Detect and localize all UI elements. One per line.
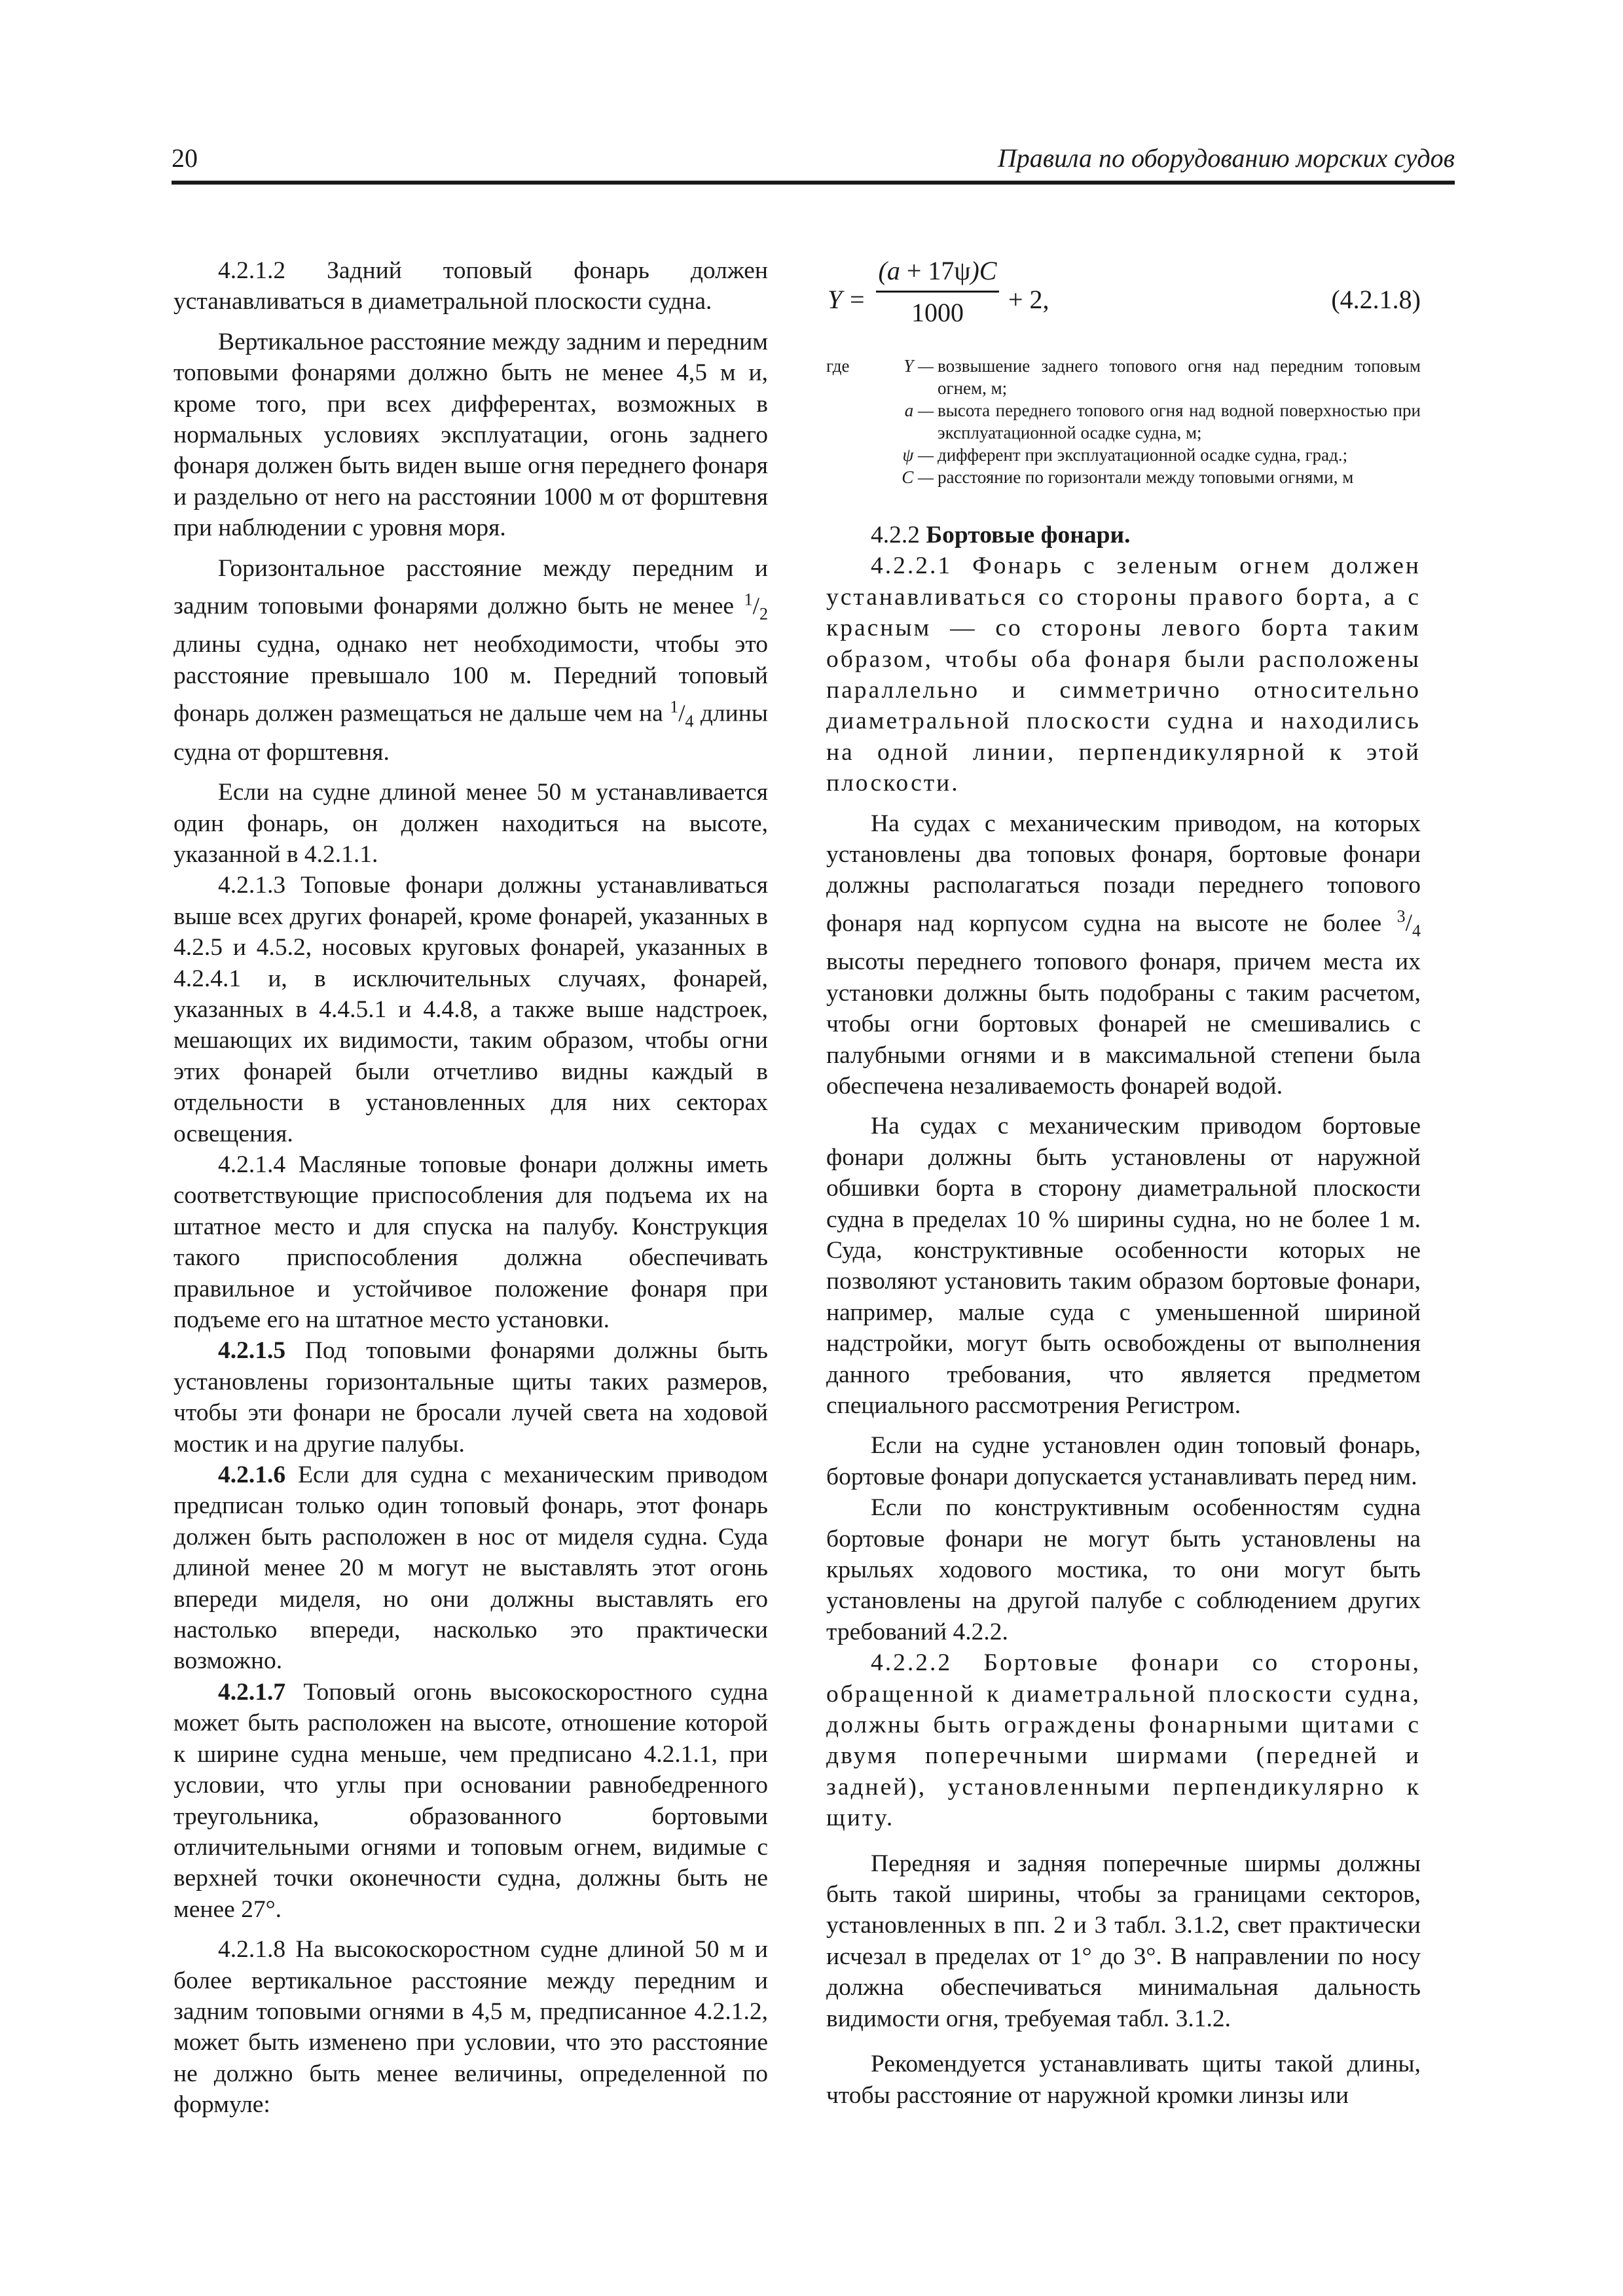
legend-symbol: ψ — — [902, 445, 934, 465]
fraction-one-quarter: $^1/_4$ — [670, 697, 694, 731]
text-part: Горизонтальное расстояние между передним и задним топовыми фонарями должно быть не менее — [173, 554, 768, 620]
formula-number: (4.2.1.8) — [1331, 285, 1421, 314]
legend-text: расстояние по горизонтали между топовыми огнями, м — [938, 467, 1354, 487]
section-title: Бортовые фонари. — [926, 522, 1131, 548]
paragraph-4-2-1-5 — [173, 1335, 768, 1460]
legend-symbol: Y — — [903, 356, 934, 376]
paragraph-single-masthead: Если на судне установлен один топовый фонарь, бортовые фонари допускается устанавливать перед ним. — [826, 1432, 1421, 1490]
clause-number: 4.2.1.6 — [218, 1462, 286, 1489]
section-heading-4-2-2 — [826, 520, 1421, 550]
paragraph-4-2-1-2: 4.2.1.2 Задний топовый фонарь должен устанавливаться в диаметральной плоскости судна. — [173, 257, 768, 315]
right-column — [826, 255, 1421, 2111]
paragraph-4-2-1-8: 4.2.1.8 На высокоскоростном судне длиной 50 м и более вертикальное расстояние между передним и задним топовыми огнями в 4,5 м, предписанное 4.2.1.2, может быть изменено при условии, что это расстояние не должно быть менее величины, определенной по формуле: — [173, 1936, 768, 2119]
paragraph-screens-length: Рекомендуется устанавливать щиты такой длины, чтобы расстояние от наружной кромки линзы или — [826, 2051, 1421, 2109]
paragraph-bridge-wings: Если по конструктивным особенностям судна бортовые фонари не могут быть установлены на крыльях ходового мостика, то они могут быть установлены на другой палубе с соблюдением других требований 4.2.2. — [826, 1494, 1421, 1645]
legend-label: где — [826, 356, 850, 376]
formula-plus-term: + 2, — [1008, 285, 1049, 314]
legend-text: возвышение заднего топового огня над передним топовым огнем, м; — [938, 356, 1421, 398]
paragraph-4-2-1-4: 4.2.1.4 Масляные топовые фонари должны иметь соответствующие приспособления для подъема их на штатное место и для спуска на палубу. Конструкция такого приспособления должна обеспечивать правильное и устойчивое положение фонаря при подъеме его на штатное место установки. — [173, 1151, 768, 1333]
paragraph-vertical-distance: Вертикальное расстояние между задним и передним топовыми фонарями должно быть не менее 4,5 м и, кроме того, при всех дифферентах, возможных в нормальных условиях эксплуатации, огонь заднего фонаря должен быть виден выше огня переднего фонаря и раздельно от него на расстоянии 1000 м от форштевня при наблюдении с уровня моря. — [173, 328, 768, 542]
page-header — [172, 135, 1455, 185]
clause-number: 4.2.1.5 — [218, 1337, 286, 1365]
paragraph-horizontal-distance — [173, 553, 768, 768]
fraction-bar — [876, 291, 999, 293]
section-number: 4.2.2 — [871, 522, 920, 548]
paragraph-side-lights-position — [826, 808, 1421, 1102]
legend-symbol: C — — [902, 467, 934, 487]
formula-lhs: Y — [828, 285, 843, 314]
fraction-three-quarters: $^3/_4$ — [1396, 906, 1421, 941]
formula-legend — [826, 355, 1421, 507]
running-title: Правила по оборудованию морских судов — [997, 143, 1455, 173]
formula-equals: = — [850, 285, 865, 314]
formula-4-2-1-8 — [826, 250, 1421, 355]
legend-text: высота переднего топового огня над водной поверхностью при эксплуатационной осадке судна, м; — [938, 401, 1421, 442]
clause-text: Под топовыми фонарями должны быть установлены горизонтальные щиты таких размеров, чтобы эти фонари не бросали лучей света на ходовой мостик и на другие палубы. — [173, 1337, 768, 1458]
formula-numerator: (a + 17ψ)C — [878, 256, 997, 285]
clause-text: Если для судна с механическим приводом предписан только один топовый фонарь, этот фонарь должен быть расположен в нос от миделя судна. Суда длиной менее 20 м могут не выставлять этот огонь впереди миделя, но они должны выставлять его настолько впереди, насколько это практически возможно. — [173, 1462, 768, 1675]
clause-text: Топовый огонь высокоскоростного судна может быть расположен на высоте, отношение которой к ширине судна меньше, чем предписано 4.2.1.1, при условии, что углы при основании равнобедренного треугольника, образованного бортовыми отличительными огнями и топовым огнем, видимые с верхней точки оконечности судна, должны быть не менее 27°. — [173, 1678, 768, 1923]
text-part: длины судна, однако нет необходимости, чтобы это расстояние превышало 100 м. Передний топовый фонарь должен размещаться не дальше чем на — [173, 631, 768, 727]
paragraph-4-2-1-6 — [173, 1460, 768, 1677]
formula-denominator: 1000 — [911, 298, 964, 327]
paragraph-side-lights-width: На судах с механическим приводом бортовые фонари должны быть установлены от наружной обшивки борта в сторону диаметральной плоскости судна в пределах 10 % ширины судна, но не более 1 м. Суда, конструктивные особенности которых не позволяют установить таким образом бортовые фонари, например, малые суда с уменьшенной шириной надстройки, могут быть освобождены от выполнения данного требования, что является предметом специального рассмотрения Регистром. — [826, 1113, 1421, 1419]
text-part: длины судна от форштевня. — [173, 700, 768, 766]
paragraph-4-2-2-2: 4.2.2.2 Бортовые фонари со стороны, обращенной к диаметральной плоскости судна, должны быть ограждены фонарными щитами с двумя поперечными ширмами (передней и задней), установленными перпендикулярно к щиту. — [826, 1649, 1421, 1832]
paragraph-4-2-2-1: 4.2.2.1 Фонарь с зеленым огнем должен устанавливаться со стороны правого борта, а с красным — со стороны левого борта таким образом, чтобы оба фонаря были расположены параллельно и симметрично относительно диаметральной плоскости судна и находились на одной линии, перпендикулярной к этой плоскости. — [826, 552, 1421, 797]
text-part: высоты переднего топового фонаря, причем места их установки должны быть подобраны с таким расчетом, чтобы огни бортовых фонарей не смешивались с палубными огнями и в максимальной степени была обеспечена незаливаемость фонарей водой. — [826, 948, 1421, 1100]
clause-number: 4.2.1.7 — [218, 1678, 286, 1706]
page-number: 20 — [172, 143, 198, 173]
paragraph-single-light: Если на судне длиной менее 50 м устанавливается один фонарь, он должен находиться на высоте, указанной в 4.2.1.1. — [173, 779, 768, 868]
paragraph-4-2-1-3: 4.2.1.3 Топовые фонари должны устанавливаться выше всех других фонарей, кроме фонарей, указанных в 4.2.5 и 4.5.2, носовых круговых фонарей, указанных в 4.2.4.1 и, в исключительных случаях, фонарей, указанных в 4.4.5.1 и 4.4.8, а также выше надстроек, мешающих их видимости, таким образом, чтобы огни этих фонарей были отчетливо видны каждый в отдельности в установленных для них секторах освещения. — [173, 872, 768, 1147]
fraction-one-half: $^1/_2$ — [744, 590, 768, 624]
legend-symbol: a — — [904, 401, 934, 420]
paragraph-screens-width: Передняя и задняя поперечные ширмы должны быть такой ширины, чтобы за границами секторов, установленных в пп. 2 и 3 табл. 3.1.2, свет практически исчезал в пределах от 1° до 3°. В направлении по носу должна обеспечиваться минимальная дальность видимости огня, требуемая табл. 3.1.2. — [826, 1850, 1421, 2032]
left-column — [173, 255, 768, 2121]
text-part: На судах с механическим приводом, на которых установлены два топовых фонаря, бортовые фонари должны располагаться позади переднего топового фонаря над корпусом судна на высоте не более — [826, 810, 1421, 937]
legend-text: дифферент при эксплуатационной осадке судна, град.; — [938, 445, 1348, 465]
paragraph-4-2-1-7 — [173, 1677, 768, 1925]
